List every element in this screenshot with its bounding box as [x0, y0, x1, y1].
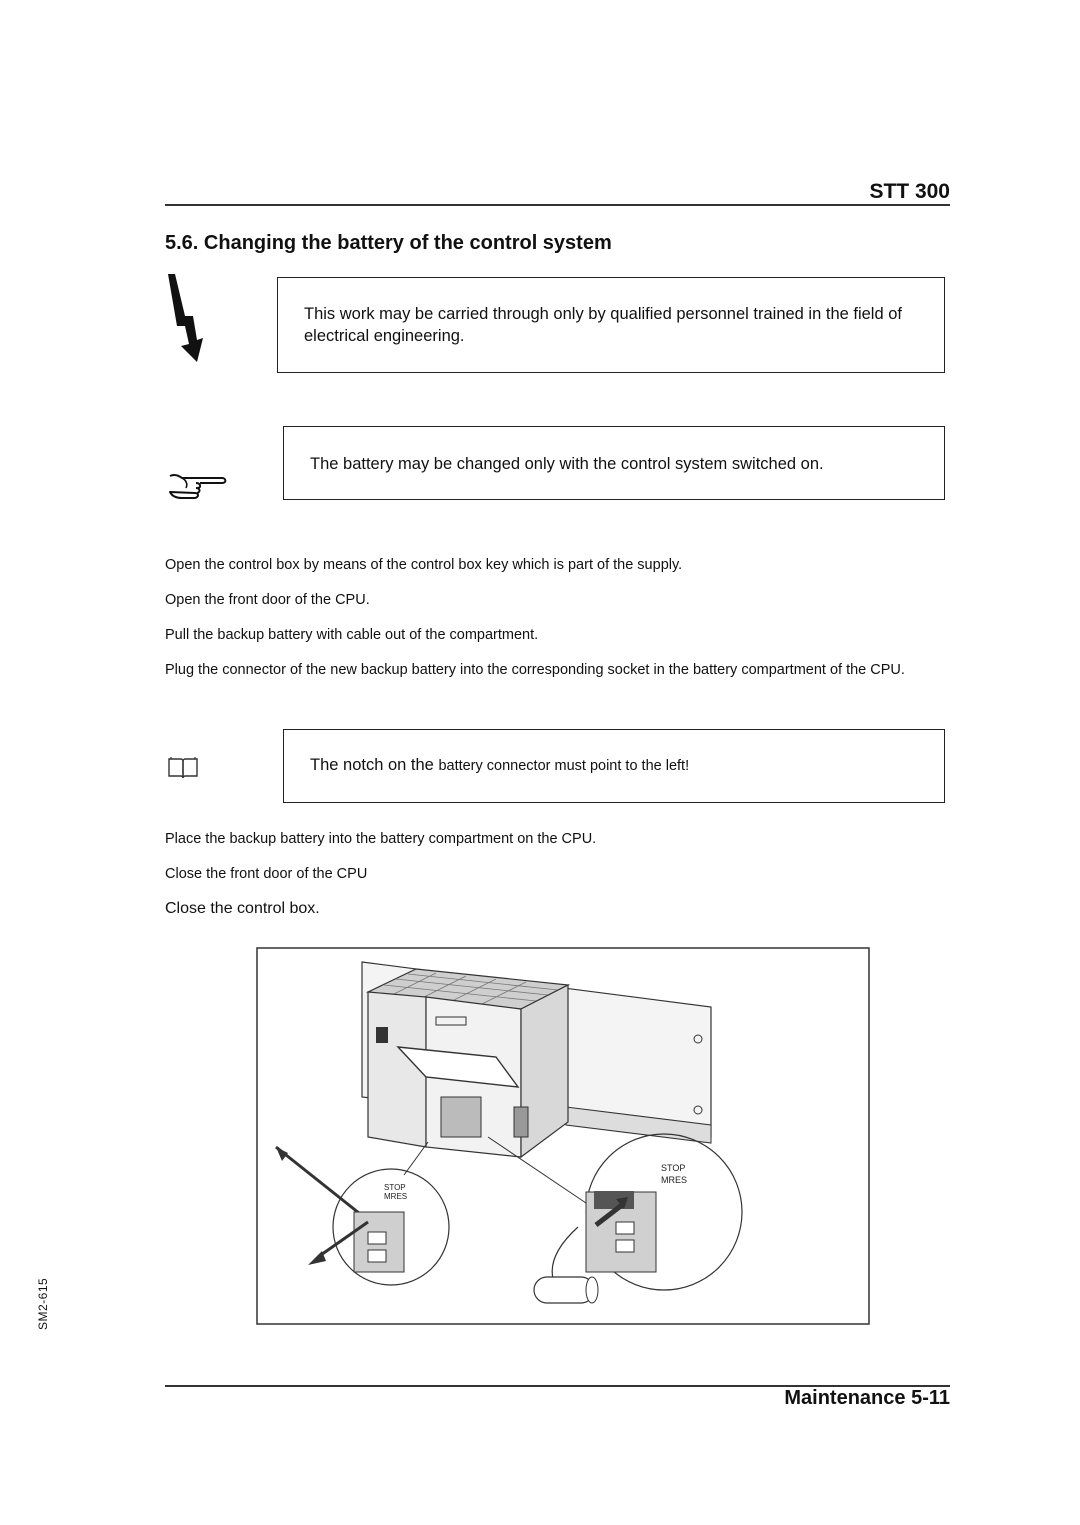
- page-footer-title: Maintenance 5-11: [784, 1387, 950, 1409]
- step-plug-connector: Plug the connector of the new backup battery into the corresponding socket in the battery compartment of the CPU.: [165, 662, 905, 678]
- stop-label-left: STOP: [384, 1183, 406, 1192]
- notch-notice-box: [283, 729, 945, 803]
- open-book-icon: [167, 756, 199, 780]
- notch-notice-suffix: battery connector must point to the left!: [438, 758, 690, 774]
- step-pull-battery: Pull the backup battery with cable out of the compartment.: [165, 627, 539, 643]
- pointing-hand-icon: [166, 470, 230, 504]
- step-close-box: Close the control box.: [165, 900, 320, 917]
- switched-on-notice-box: [283, 426, 945, 500]
- mres-label-left: MRES: [384, 1192, 408, 1201]
- switched-on-notice-text: The battery may be changed only with the control system switched on.: [310, 455, 824, 473]
- mres-label-right: MRES: [661, 1175, 688, 1185]
- step-open-box: Open the control box by means of the control box key which is part of the supply.: [165, 557, 683, 573]
- electrical-warning-box: [277, 277, 945, 373]
- step-open-door: Open the front door of the CPU.: [165, 592, 370, 608]
- step-close-door: Close the front door of the CPU: [165, 866, 368, 882]
- header-rule: [165, 204, 950, 206]
- electrical-warning-text: This work may be carried through only by qualified personnel trained in the field of electrical engineering.: [304, 305, 902, 345]
- notch-notice-prefix: The notch on the: [310, 756, 439, 774]
- document-code: SM2-615: [36, 1277, 50, 1330]
- stop-label-right: STOP: [661, 1163, 686, 1173]
- product-title: STT 300: [869, 180, 950, 203]
- notch-notice-text: [310, 756, 689, 775]
- step-place-battery: Place the backup battery into the battery compartment on the CPU.: [165, 831, 597, 847]
- section-title: 5.6. Changing the battery of the control system: [165, 232, 612, 254]
- battery-change-figure: [256, 947, 870, 1325]
- lightning-arrow-icon: [163, 272, 213, 367]
